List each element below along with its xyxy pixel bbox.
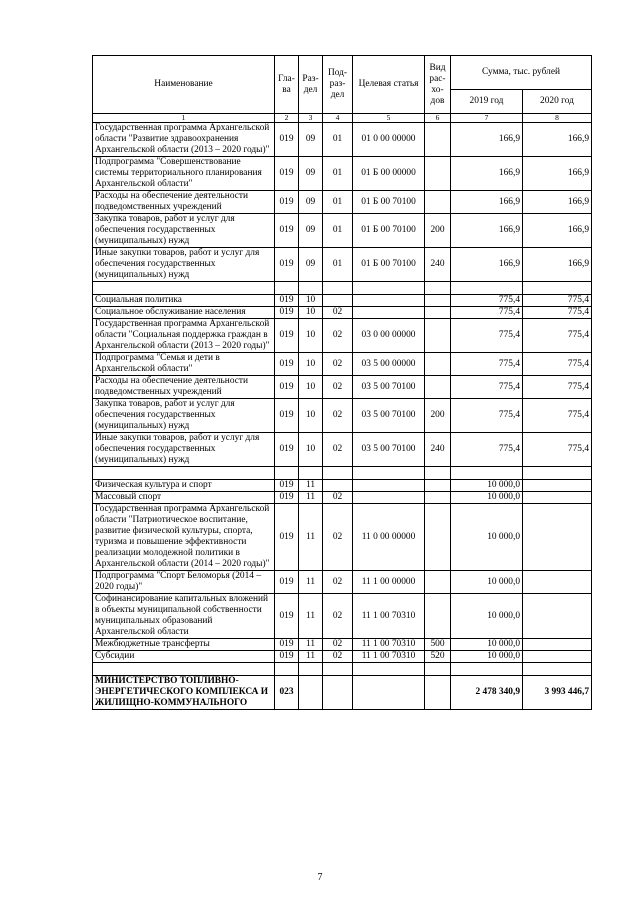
row-target-cell: 11 1 00 00000 bbox=[353, 571, 425, 594]
row-name-cell: Государственная программа Архангельской области "Социальная поддержка граждан в Архангельской области (2013 – 2020 годы)" bbox=[93, 319, 275, 353]
row-vid-cell bbox=[425, 282, 451, 295]
row-name-cell: Межбюджетные трансферты bbox=[93, 639, 275, 651]
row-name-cell: Социальное обслуживание населения bbox=[93, 307, 275, 319]
row-podrazdel-cell: 01 bbox=[323, 157, 353, 191]
table-row bbox=[93, 651, 592, 663]
row-name-cell: МИНИСТЕРСТВО ТОПЛИВНО-ЭНЕРГЕТИЧЕСКОГО КОМПЛЕКСА И ЖИЛИЩНО-КОММУНАЛЬНОГО bbox=[93, 676, 275, 710]
row-podrazdel-cell bbox=[323, 467, 353, 480]
row-podrazdel-cell: 02 bbox=[323, 651, 353, 663]
row-vid-cell bbox=[425, 123, 451, 157]
row-glava-cell: 019 bbox=[275, 639, 299, 651]
row-target-cell: 03 0 00 00000 bbox=[353, 319, 425, 353]
row-glava-cell: 019 bbox=[275, 492, 299, 504]
row-vid-cell bbox=[425, 307, 451, 319]
row-2020-cell: 775,4 bbox=[523, 295, 592, 307]
row-vid-cell bbox=[425, 676, 451, 710]
row-podrazdel-cell bbox=[323, 295, 353, 307]
row-razdel-cell: 11 bbox=[299, 639, 323, 651]
row-razdel-cell: 09 bbox=[299, 123, 323, 157]
row-podrazdel-cell: 02 bbox=[323, 433, 353, 467]
row-2019-cell: 775,4 bbox=[451, 376, 523, 399]
table-row bbox=[93, 319, 592, 353]
header-year-2019: 2019 год bbox=[451, 90, 523, 114]
row-2019-cell: 166,9 bbox=[451, 214, 523, 248]
row-glava-cell: 019 bbox=[275, 376, 299, 399]
row-razdel-cell bbox=[299, 467, 323, 480]
row-razdel-cell bbox=[299, 282, 323, 295]
table-row bbox=[93, 639, 592, 651]
row-2019-cell: 775,4 bbox=[451, 295, 523, 307]
row-razdel-cell: 11 bbox=[299, 651, 323, 663]
row-name-cell: Социальная политика bbox=[93, 295, 275, 307]
row-target-cell bbox=[353, 480, 425, 492]
table-row bbox=[93, 676, 592, 710]
row-podrazdel-cell: 01 bbox=[323, 191, 353, 214]
row-glava-cell: 019 bbox=[275, 353, 299, 376]
row-target-cell bbox=[353, 307, 425, 319]
row-razdel-cell: 11 bbox=[299, 492, 323, 504]
row-glava-cell: 019 bbox=[275, 295, 299, 307]
header-podrazdel: Под-раз-дел bbox=[323, 56, 353, 114]
row-target-cell: 01 Б 00 70100 bbox=[353, 214, 425, 248]
row-2019-cell: 775,4 bbox=[451, 399, 523, 433]
row-2019-cell: 10 000,0 bbox=[451, 651, 523, 663]
row-podrazdel-cell bbox=[323, 282, 353, 295]
row-2020-cell: 775,4 bbox=[523, 376, 592, 399]
table-row bbox=[93, 123, 592, 157]
row-podrazdel-cell: 02 bbox=[323, 594, 353, 639]
row-vid-cell bbox=[425, 295, 451, 307]
row-2019-cell bbox=[451, 467, 523, 480]
row-razdel-cell bbox=[299, 676, 323, 710]
row-2019-cell: 10 000,0 bbox=[451, 492, 523, 504]
row-2020-cell: 166,9 bbox=[523, 157, 592, 191]
row-vid-cell bbox=[425, 319, 451, 353]
row-name-cell: Государственная программа Архангельской области "Развитие здравоохранения Архангельской области (2013 – 2020 годы)" bbox=[93, 123, 275, 157]
row-glava-cell: 019 bbox=[275, 307, 299, 319]
row-target-cell bbox=[353, 663, 425, 676]
row-target-cell bbox=[353, 467, 425, 480]
row-2019-cell bbox=[451, 282, 523, 295]
row-target-cell bbox=[353, 295, 425, 307]
row-name-cell: Закупка товаров, работ и услуг для обеспечения государственных (муниципальных) нужд bbox=[93, 214, 275, 248]
row-2019-cell bbox=[451, 663, 523, 676]
row-name-cell: Софинансирование капитальных вложений в объекты муниципальной собственности муниципальных образований Архангельской области bbox=[93, 594, 275, 639]
table-row bbox=[93, 157, 592, 191]
row-target-cell: 03 5 00 70100 bbox=[353, 376, 425, 399]
row-vid-cell: 520 bbox=[425, 651, 451, 663]
row-2019-cell: 10 000,0 bbox=[451, 639, 523, 651]
row-name-cell: Физическая культура и спорт bbox=[93, 480, 275, 492]
row-glava-cell bbox=[275, 663, 299, 676]
row-2019-cell: 775,4 bbox=[451, 353, 523, 376]
row-2020-cell: 775,4 bbox=[523, 353, 592, 376]
row-razdel-cell: 10 bbox=[299, 376, 323, 399]
row-podrazdel-cell: 02 bbox=[323, 307, 353, 319]
header-row-1 bbox=[93, 56, 592, 90]
row-2020-cell: 166,9 bbox=[523, 191, 592, 214]
header-razdel: Раз-дел bbox=[299, 56, 323, 114]
row-glava-cell: 019 bbox=[275, 319, 299, 353]
header-year-2020: 2020 год bbox=[523, 90, 592, 114]
row-vid-cell bbox=[425, 480, 451, 492]
row-target-cell: 03 5 00 00000 bbox=[353, 353, 425, 376]
table-row bbox=[93, 504, 592, 571]
page-number: 7 bbox=[317, 872, 323, 883]
row-glava-cell: 023 bbox=[275, 676, 299, 710]
row-2020-cell bbox=[523, 504, 592, 571]
row-name-cell: Расходы на обеспечение деятельности подведомственных учреждений bbox=[93, 376, 275, 399]
row-glava-cell: 019 bbox=[275, 399, 299, 433]
row-name-cell: Подпрограмма "Семья и дети в Архангельской области" bbox=[93, 353, 275, 376]
column-number: 7 bbox=[451, 114, 523, 123]
row-vid-cell bbox=[425, 467, 451, 480]
row-glava-cell: 019 bbox=[275, 191, 299, 214]
row-2020-cell: 166,9 bbox=[523, 248, 592, 282]
table-body bbox=[93, 123, 592, 710]
row-vid-cell bbox=[425, 571, 451, 594]
column-number: 6 bbox=[425, 114, 451, 123]
row-2020-cell bbox=[523, 467, 592, 480]
column-number: 5 bbox=[353, 114, 425, 123]
row-vid-cell bbox=[425, 191, 451, 214]
row-target-cell: 01 Б 00 70100 bbox=[353, 191, 425, 214]
row-target-cell bbox=[353, 676, 425, 710]
row-name-cell: Массовый спорт bbox=[93, 492, 275, 504]
row-vid-cell bbox=[425, 504, 451, 571]
table-row bbox=[93, 480, 592, 492]
row-target-cell: 11 1 00 70310 bbox=[353, 651, 425, 663]
row-vid-cell bbox=[425, 376, 451, 399]
row-2020-cell: 775,4 bbox=[523, 433, 592, 467]
row-name-cell: Закупка товаров, работ и услуг для обеспечения государственных (муниципальных) нужд bbox=[93, 399, 275, 433]
row-vid-cell bbox=[425, 492, 451, 504]
row-2020-cell bbox=[523, 282, 592, 295]
row-razdel-cell: 10 bbox=[299, 295, 323, 307]
row-podrazdel-cell: 02 bbox=[323, 492, 353, 504]
row-2020-cell bbox=[523, 594, 592, 639]
row-podrazdel-cell: 02 bbox=[323, 504, 353, 571]
row-2019-cell: 775,4 bbox=[451, 319, 523, 353]
row-razdel-cell: 11 bbox=[299, 571, 323, 594]
row-podrazdel-cell: 01 bbox=[323, 248, 353, 282]
row-target-cell: 11 0 00 00000 bbox=[353, 504, 425, 571]
table-row bbox=[93, 571, 592, 594]
row-glava-cell: 019 bbox=[275, 157, 299, 191]
row-2019-cell: 2 478 340,9 bbox=[451, 676, 523, 710]
row-podrazdel-cell bbox=[323, 663, 353, 676]
row-target-cell: 03 5 00 70100 bbox=[353, 399, 425, 433]
row-2019-cell: 10 000,0 bbox=[451, 504, 523, 571]
row-podrazdel-cell: 02 bbox=[323, 399, 353, 433]
row-2020-cell bbox=[523, 651, 592, 663]
row-glava-cell: 019 bbox=[275, 433, 299, 467]
row-glava-cell: 019 bbox=[275, 480, 299, 492]
row-2020-cell bbox=[523, 663, 592, 676]
row-vid-cell: 240 bbox=[425, 433, 451, 467]
empty-row bbox=[93, 467, 592, 480]
header-glava: Гла-ва bbox=[275, 56, 299, 114]
row-razdel-cell: 10 bbox=[299, 399, 323, 433]
row-target-cell: 01 0 00 00000 bbox=[353, 123, 425, 157]
row-target-cell: 11 1 00 70310 bbox=[353, 639, 425, 651]
empty-row bbox=[93, 663, 592, 676]
row-glava-cell: 019 bbox=[275, 214, 299, 248]
table-row bbox=[93, 492, 592, 504]
table-row bbox=[93, 399, 592, 433]
row-vid-cell: 240 bbox=[425, 248, 451, 282]
row-podrazdel-cell: 01 bbox=[323, 123, 353, 157]
row-vid-cell bbox=[425, 663, 451, 676]
table-row bbox=[93, 594, 592, 639]
row-2019-cell: 166,9 bbox=[451, 157, 523, 191]
row-razdel-cell: 10 bbox=[299, 433, 323, 467]
row-2020-cell bbox=[523, 480, 592, 492]
table-row bbox=[93, 433, 592, 467]
row-podrazdel-cell bbox=[323, 676, 353, 710]
row-podrazdel-cell: 01 bbox=[323, 214, 353, 248]
row-razdel-cell bbox=[299, 663, 323, 676]
table-row bbox=[93, 353, 592, 376]
header-name: Наименование bbox=[93, 56, 275, 114]
header-target: Целевая статья bbox=[353, 56, 425, 114]
row-name-cell: Подпрограмма "Спорт Беломорья (2014 – 2020 годы)" bbox=[93, 571, 275, 594]
row-glava-cell bbox=[275, 467, 299, 480]
row-2020-cell: 775,4 bbox=[523, 319, 592, 353]
row-target-cell: 11 1 00 70310 bbox=[353, 594, 425, 639]
table-row bbox=[93, 307, 592, 319]
row-razdel-cell: 11 bbox=[299, 594, 323, 639]
column-number: 4 bbox=[323, 114, 353, 123]
row-name-cell: Расходы на обеспечение деятельности подведомственных учреждений bbox=[93, 191, 275, 214]
budget-table bbox=[92, 55, 592, 710]
row-2019-cell: 10 000,0 bbox=[451, 571, 523, 594]
row-2019-cell: 775,4 bbox=[451, 307, 523, 319]
row-2020-cell: 775,4 bbox=[523, 307, 592, 319]
row-razdel-cell: 11 bbox=[299, 480, 323, 492]
row-podrazdel-cell: 02 bbox=[323, 319, 353, 353]
row-target-cell: 01 Б 00 70100 bbox=[353, 248, 425, 282]
row-razdel-cell: 09 bbox=[299, 248, 323, 282]
column-number: 8 bbox=[523, 114, 592, 123]
row-2020-cell: 3 993 446,7 bbox=[523, 676, 592, 710]
column-number: 1 bbox=[93, 114, 275, 123]
row-2020-cell bbox=[523, 639, 592, 651]
header-vid: Вид рас-хо-дов bbox=[425, 56, 451, 114]
row-glava-cell: 019 bbox=[275, 504, 299, 571]
row-razdel-cell: 09 bbox=[299, 191, 323, 214]
row-vid-cell: 500 bbox=[425, 639, 451, 651]
header-sum: Сумма, тыс. рублей bbox=[451, 56, 592, 90]
row-glava-cell: 019 bbox=[275, 651, 299, 663]
row-name-cell: Иные закупки товаров, работ и услуг для обеспечения государственных (муниципальных) нужд bbox=[93, 433, 275, 467]
row-glava-cell: 019 bbox=[275, 123, 299, 157]
row-razdel-cell: 10 bbox=[299, 307, 323, 319]
empty-row bbox=[93, 282, 592, 295]
row-razdel-cell: 10 bbox=[299, 319, 323, 353]
row-name-cell bbox=[93, 282, 275, 295]
row-vid-cell bbox=[425, 353, 451, 376]
table-row bbox=[93, 191, 592, 214]
row-name-cell bbox=[93, 663, 275, 676]
column-number: 3 bbox=[299, 114, 323, 123]
row-target-cell: 03 5 00 70100 bbox=[353, 433, 425, 467]
row-name-cell: Государственная программа Архангельской области "Патриотическое воспитание, развитие физической культуры, спорта, туризма и повышение эффективности реализации молодежной политики в Архангельской области (2014 – 2020 годы)" bbox=[93, 504, 275, 571]
row-razdel-cell: 10 bbox=[299, 353, 323, 376]
row-vid-cell bbox=[425, 594, 451, 639]
row-razdel-cell: 09 bbox=[299, 157, 323, 191]
row-razdel-cell: 09 bbox=[299, 214, 323, 248]
row-vid-cell bbox=[425, 157, 451, 191]
row-2020-cell: 166,9 bbox=[523, 214, 592, 248]
row-2019-cell: 10 000,0 bbox=[451, 594, 523, 639]
row-glava-cell: 019 bbox=[275, 594, 299, 639]
row-name-cell: Субсидии bbox=[93, 651, 275, 663]
row-glava-cell: 019 bbox=[275, 571, 299, 594]
row-2019-cell: 166,9 bbox=[451, 191, 523, 214]
row-glava-cell: 019 bbox=[275, 248, 299, 282]
row-vid-cell: 200 bbox=[425, 214, 451, 248]
column-number: 2 bbox=[275, 114, 299, 123]
row-2020-cell: 166,9 bbox=[523, 123, 592, 157]
table-row bbox=[93, 376, 592, 399]
row-target-cell bbox=[353, 492, 425, 504]
table-row bbox=[93, 248, 592, 282]
row-2020-cell: 775,4 bbox=[523, 399, 592, 433]
row-razdel-cell: 11 bbox=[299, 504, 323, 571]
row-2019-cell: 775,4 bbox=[451, 433, 523, 467]
row-podrazdel-cell: 02 bbox=[323, 639, 353, 651]
row-2019-cell: 10 000,0 bbox=[451, 480, 523, 492]
row-glava-cell bbox=[275, 282, 299, 295]
row-target-cell: 01 Б 00 00000 bbox=[353, 157, 425, 191]
row-name-cell: Подпрограмма "Совершенствование системы территориального планирования Архангельской области" bbox=[93, 157, 275, 191]
row-2020-cell bbox=[523, 492, 592, 504]
row-target-cell bbox=[353, 282, 425, 295]
table-row bbox=[93, 295, 592, 307]
row-podrazdel-cell: 02 bbox=[323, 353, 353, 376]
row-podrazdel-cell: 02 bbox=[323, 376, 353, 399]
row-2020-cell bbox=[523, 571, 592, 594]
row-podrazdel-cell: 02 bbox=[323, 571, 353, 594]
row-2019-cell: 166,9 bbox=[451, 248, 523, 282]
row-vid-cell: 200 bbox=[425, 399, 451, 433]
row-podrazdel-cell bbox=[323, 480, 353, 492]
row-name-cell bbox=[93, 467, 275, 480]
row-name-cell: Иные закупки товаров, работ и услуг для обеспечения государственных (муниципальных) нужд bbox=[93, 248, 275, 282]
column-number-row bbox=[93, 114, 592, 123]
row-2019-cell: 166,9 bbox=[451, 123, 523, 157]
table-row bbox=[93, 214, 592, 248]
